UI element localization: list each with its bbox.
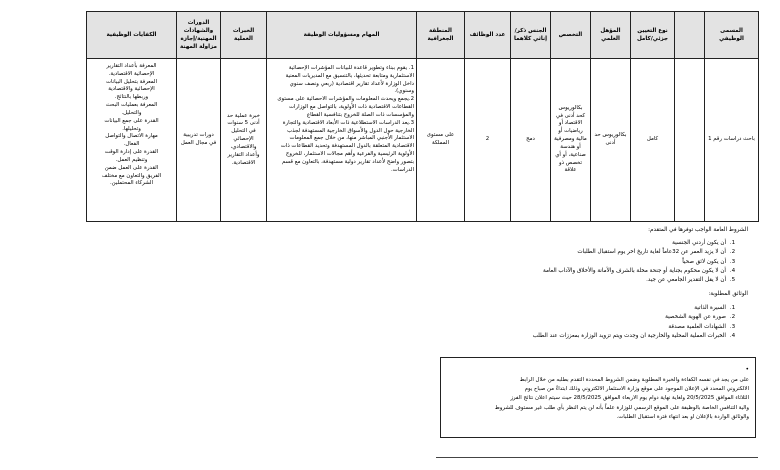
cell-qualification: بكالوريوس حد أدنى <box>591 59 631 222</box>
text-line: القطاعات الاقتصادية ذات الأولوية، بالتواصل مع الوزارات <box>288 104 414 111</box>
header-tasks: المهام ومسؤوليات الوظيفة <box>267 12 417 59</box>
text-line: وتنظيم العمل. <box>115 156 148 163</box>
text-line: الفريق والتعاون مع مختلف <box>101 172 162 179</box>
text-line: مهارة الاتصال والتواصل <box>105 133 158 140</box>
notice-text <box>447 376 749 423</box>
text-line: الثلاثاء الموافق 20/5/2025 ولغاية نهاية دوام يوم الاربعاء الموافق 28/5/2025 حيث سيتم اعلان نتائج الفرز <box>510 395 749 402</box>
general-conditions-heading: الشروط العامة الواجب توفرها في المتقدم: <box>648 227 748 233</box>
text-line: تخصص ذو <box>559 159 582 166</box>
header-experience: الخبرات العملية <box>221 12 267 59</box>
text-line: بكالوريوس <box>558 104 583 111</box>
text-line: دورات تدريبية <box>183 132 214 139</box>
list-item: 2. صورة عن الهوية الشخصية <box>328 313 728 323</box>
text-line: الشركاء المحتملين. <box>109 180 154 187</box>
text-line: الاستثمارية ومتابعة تحديثها، بالتنسيق مع المديريات المعنية <box>285 72 414 79</box>
text-line: القدرة على إدارة الوقت <box>104 149 159 156</box>
header-qualification: المؤهل العلمي <box>591 12 631 59</box>
text-line: والاقتصادي، <box>230 143 257 150</box>
text-line: صناعية، أو أي <box>555 151 586 158</box>
text-line: الإحصائي <box>233 136 254 143</box>
text-line: الأولوية الرئيسية والفرعية وأهم مجالات الاستثمار، للخروج <box>285 151 414 158</box>
required-documents-list <box>328 304 748 342</box>
text-line: رياضيات أو <box>558 128 583 135</box>
bottom-divider <box>436 457 758 458</box>
header-skills: الكفايات الوظيفية <box>87 12 177 59</box>
text-line: المعرفة بعمليات البحث <box>105 102 158 109</box>
text-line: بتصور واضح لأعداد تقارير دولية مستهدفة، بالتعاون مع قسم <box>282 158 414 165</box>
text-line: والمؤسسات ذات الصلة للخروج بتنافسية القطاع <box>306 111 414 118</box>
text-line: 2.يجمع ويحدث المعلومات والمؤشرات الاحصائية على مستوى <box>277 96 414 103</box>
list-item: 3. أن يكون لائق صحياً <box>328 258 728 267</box>
text-line: 3.يعد الدراسات الاستطلاعية ذات الأبعاد الاقتصادية والتجارة <box>282 119 414 126</box>
cell-appointment-type: كامل <box>631 59 675 222</box>
list-item: 4. أن لا يكون محكوم بجناية أو جنحة مخلة بالشرف والأمانة والأخلاق والآداب العامة <box>328 267 728 276</box>
cell-job-title: باحث دراسات رقم 1 <box>705 59 759 222</box>
list-item: 1. أن يكون أردني الجنسية <box>328 239 728 248</box>
text-line: القدرة على جمع البيانات <box>104 117 159 124</box>
header-gender: الجنس ذكر/إناثي كلاهما <box>511 12 551 59</box>
text-line: القدرة على العمل ضمن <box>104 164 159 171</box>
cell-job-count: 2 <box>465 59 511 222</box>
text-line: الفعال. <box>123 141 140 148</box>
general-conditions-list <box>328 239 748 285</box>
cell-gender: دمج <box>511 59 551 222</box>
required-documents <box>328 290 748 342</box>
text-line: في مجال العمل <box>180 140 217 146</box>
text-line: الدراسات. <box>390 166 414 173</box>
text-line: علاقة <box>564 167 577 174</box>
cell-specialization <box>551 59 591 222</box>
list-item: 4. الخبرات العملية المحلية والخارجية ان وجدت ويتم تزويد الوزارة بمعززات عند الطلب <box>328 332 728 342</box>
header-job-count: عدد الوظائف <box>465 12 511 59</box>
text-line: الاستثمار الأجنبي المباشر منها، من خلال جمع المعلومات <box>289 135 414 142</box>
text-line: والية التنافس الخاصة بالوظيفة على الموقع الرسمي للوزارة علماً بأنه لن يتم النظر بأي طلب غير مستوف للشروط <box>494 404 749 411</box>
cell-blank <box>675 59 705 222</box>
text-line: الإحصائية الاقتصادية. <box>108 70 155 77</box>
table-row <box>87 59 759 222</box>
text-line: وربطها بالنتائج. <box>114 94 149 101</box>
text-line: أدنى 5 سنوات <box>227 120 260 127</box>
text-line: الاقتصادية. <box>231 159 256 166</box>
text-line: الإحصائية والاقتصادية <box>108 86 155 93</box>
header-row-number <box>675 12 705 59</box>
text-line: وسنوي). <box>394 88 414 95</box>
text-line: والوثائق الواردة بالإعلان او بعد انتهاء فترة استقبال الطلبات. <box>616 414 749 421</box>
list-item: 5. أن لا يقل التقدير الجامعي عن جيد. <box>328 276 728 285</box>
text-line: على من يجد في نفسه الكفاءة والخبرة المطلوبة وضمن الشروط المحددة التقدم بطلبه من خلال الرابط <box>519 376 749 383</box>
header-specialization: التخصص <box>551 12 591 59</box>
notice-bullet: • <box>745 366 749 373</box>
text-line: الاقتصاد أو <box>558 120 583 127</box>
text-line: داخل الوزارة لأعداد تقارير اقتصادية (ربعي ونصف سنوي <box>289 80 414 87</box>
general-conditions <box>328 226 748 285</box>
header-appointment-type: نوع التعيين جزئي/كامل <box>631 12 675 59</box>
cell-courses <box>177 59 221 222</box>
cell-region: على مستوى المملكة <box>417 59 465 222</box>
text-line: أو هندسة <box>560 143 581 150</box>
header-courses: الدورات والشهادات المهنية/إجازة مزاولة المهنة <box>177 12 221 59</box>
text-line: الالكتروني المحدد في الإعلان الموجود على موقع وزارة الاستثمار الالكتروني وذلك ابتداءً من صباح يوم <box>524 385 749 392</box>
cell-tasks <box>267 59 417 222</box>
text-line: والتحليل. <box>121 109 142 116</box>
text-line: المعرفة بأعداد التقارير <box>106 63 157 69</box>
header-job-title: المسمى الوظيفي <box>705 12 759 59</box>
job-requirements-table <box>86 11 759 222</box>
text-line: الخارجية حول الدول والأسواق الخارجية المستهدفة لجذب <box>287 127 414 134</box>
header-region: المنطقة الجغرافية <box>417 12 465 59</box>
application-notice-box <box>440 357 756 438</box>
list-item: 2. أن لا يزيد العمر عن 32عاماً لغاية تاريخ اخر يوم استقبال الطلبات <box>328 248 728 257</box>
list-item: 1. السيرة الذاتية <box>328 304 728 314</box>
text-line: خبرة عملية حد <box>227 112 260 119</box>
text-line: في التحليل <box>231 128 256 135</box>
list-item: 3. الشهادات العلمية مصدقة <box>328 323 728 333</box>
text-line: 1. يقوم ببناء وتطوير قاعدة للبيانات المؤشرات الإحصائية <box>288 65 414 71</box>
text-line: وأعداد التقارير <box>227 151 260 158</box>
cell-experience <box>221 59 267 222</box>
table-header-row <box>87 12 759 59</box>
text-line: وتحليلها. <box>122 125 141 132</box>
required-documents-heading: الوثائق المطلوبة: <box>708 291 748 297</box>
cell-skills <box>87 59 177 222</box>
text-line: كحد أدنى في <box>555 112 586 119</box>
text-line: مالية ومصرفية <box>554 136 587 143</box>
text-line: المعرفة بتحليل البيانات <box>105 78 158 85</box>
text-line: الاقتصادية المتعلقة بالدول المستهدفة وتحديد القطاعات ذات <box>280 143 414 150</box>
